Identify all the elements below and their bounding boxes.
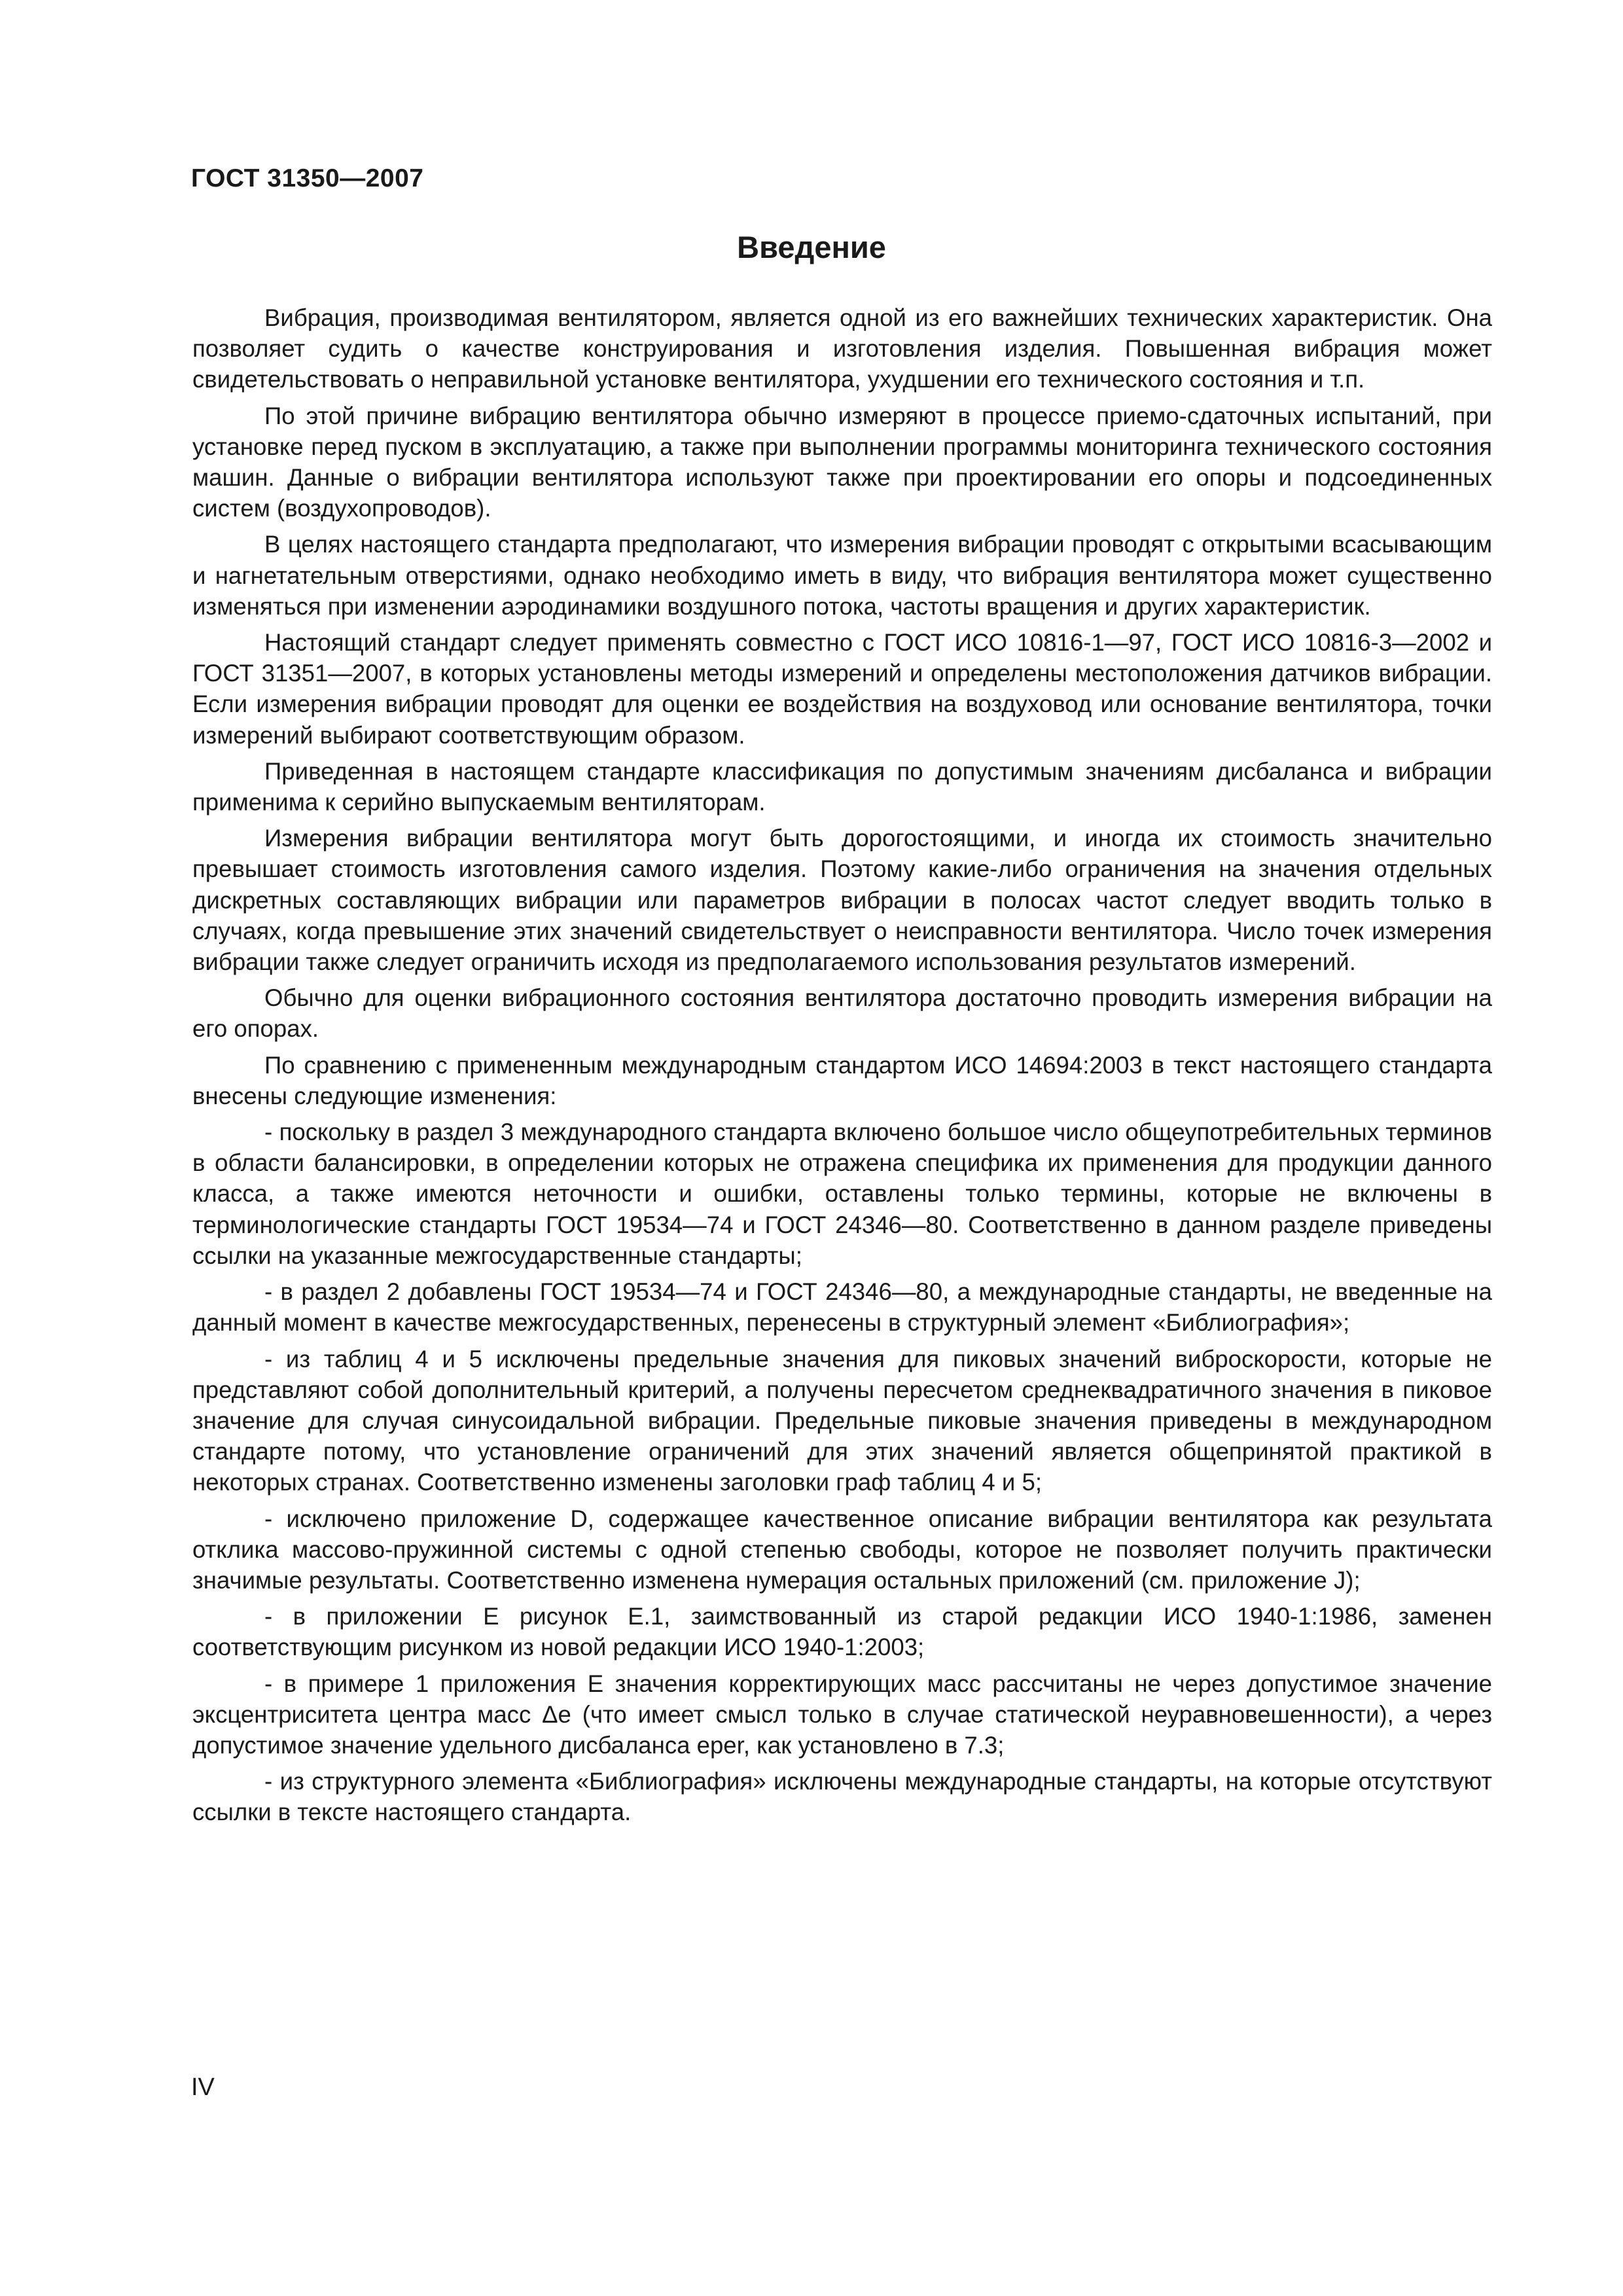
paragraph-6: Измерения вибрации вентилятора могут быть дорогостоящими, и иногда их стоимость значительно превышает стоимость изготовления самого изделия. Поэтому какие-либо ограничения на значения отдельных дискретных составляющих вибрации или параметров вибрации в полосах частот следует вводить только в случаях, когда превышение этих значений свидетельствует о неисправности вентилятора. Число точек измерения вибрации также следует ограничить исходя из предполагаемого использования результатов измерений. (192, 825, 1492, 976)
paragraph-2: По этой причине вибрацию вентилятора обычно измеряют в процессе приемо-сдаточных испытаний, при установке перед пуском в эксплуатацию, а также при выполнении программы мониторинга технического состояния машин. Данные о вибрации вентилятора используют также при проектировании его опоры и подсоединенных систем (воздухопроводов). (192, 402, 1492, 522)
page-number: IV (191, 2073, 215, 2101)
paragraph-3: В целях настоящего стандарта предполагают, что измерения вибрации проводят с открытыми всасывающим и нагнетательным отверстиями, однако необходимо иметь в виду, что вибрация вентилятора может существенно изменяться при изменении аэродинамики воздушного потока, частоты вращения и других характеристик. (192, 531, 1492, 620)
list-item-5: - в приложении Е рисунок Е.1, заимствованный из старой редакции ИСО 1940-1:1986, заменен соответствующим рисунком из новой редакции ИСО 1940-1:2003; (192, 1603, 1492, 1661)
list-item-2: - в раздел 2 добавлены ГОСТ 19534—74 и ГОСТ 24346—80, а международные стандарты, не введенные на данный момент в качестве межгосударственных, перенесены в структурный элемент «Библиография»; (192, 1278, 1492, 1336)
paragraph-8: По сравнению с примененным международным стандартом ИСО 14694:2003 в текст настоящего стандарта внесены следующие изменения: (192, 1051, 1492, 1109)
list-item-6: - в примере 1 приложения Е значения корректирующих масс рассчитаны не через допустимое значение эксцентриситета центра масс Δe (что имеет смысл только в случае статической неуравновешенности), а через допустимое значение удельного дисбаланса eper, как установлено в 7.3; (192, 1670, 1492, 1759)
list-item-1: - поскольку в раздел 3 международного стандарта включено большое число общеупотребительных терминов в области балансировки, в определении которых не отражена специфика их применения для продукции данного класса, а также имеются неточности и ошибки, оставлены только термины, которые не включены в терминологические стандарты ГОСТ 19534—74 и ГОСТ 24346—80. Соответственно в данном разделе приведены ссылки на указанные межгосударственные стандарты; (192, 1119, 1492, 1269)
paragraph-7: Обычно для оценки вибрационного состояния вентилятора достаточно проводить измерения вибрации на его опорах. (192, 984, 1492, 1043)
list-item-3: - из таблиц 4 и 5 исключены предельные значения для пиковых значений виброскорости, которые не представляют собой дополнительный критерий, а получены пересчетом среднеквадратичного значения в пиковое значение для случая синусоидальной вибрации. Предельные пиковые значения приведены в международном стандарте потому, что установление ограничений для этих значений является общепринятой практикой в некоторых странах. Соответственно изменены заголовки граф таблиц 4 и 5; (192, 1345, 1492, 1496)
paragraph-5: Приведенная в настоящем стандарте классификация по допустимым значениям дисбаланса и вибрации применима к серийно выпускаемым вентиляторам. (192, 757, 1492, 816)
document-code: ГОСТ 31350—2007 (191, 164, 424, 192)
section-title: Введение (737, 230, 886, 264)
list-item-7: - из структурного элемента «Библиография» исключены международные стандарты, на которые отсутствуют ссылки в тексте настоящего стандарта. (192, 1768, 1492, 1826)
body-text (192, 302, 1492, 1833)
paragraph-4: Настоящий стандарт следует применять совместно с ГОСТ ИСО 10816-1—97, ГОСТ ИСО 10816-3—2002 и ГОСТ 31351—2007, в которых установлены методы измерений и определены местоположения датчиков вибрации. Если измерения вибрации проводят для оценки ее воздействия на воздуховод или основание вентилятора, точки измерений выбирают соответствующим образом. (192, 629, 1492, 749)
list-item-4: - исключено приложение D, содержащее качественное описание вибрации вентилятора как результата отклика массово-пружинной системы с одной степенью свободы, которое не позволяет получить практически значимые результаты. Соответственно изменена нумерация остальных приложений (см. приложение J); (192, 1505, 1492, 1594)
paragraph-1: Вибрация, производимая вентилятором, является одной из его важнейших технических характеристик. Она позволяет судить о качестве конструирования и изготовления изделия. Повышенная вибрация может свидетельствовать о неправильной установке вентилятора, ухудшении его технического состояния и т.п. (192, 304, 1492, 393)
